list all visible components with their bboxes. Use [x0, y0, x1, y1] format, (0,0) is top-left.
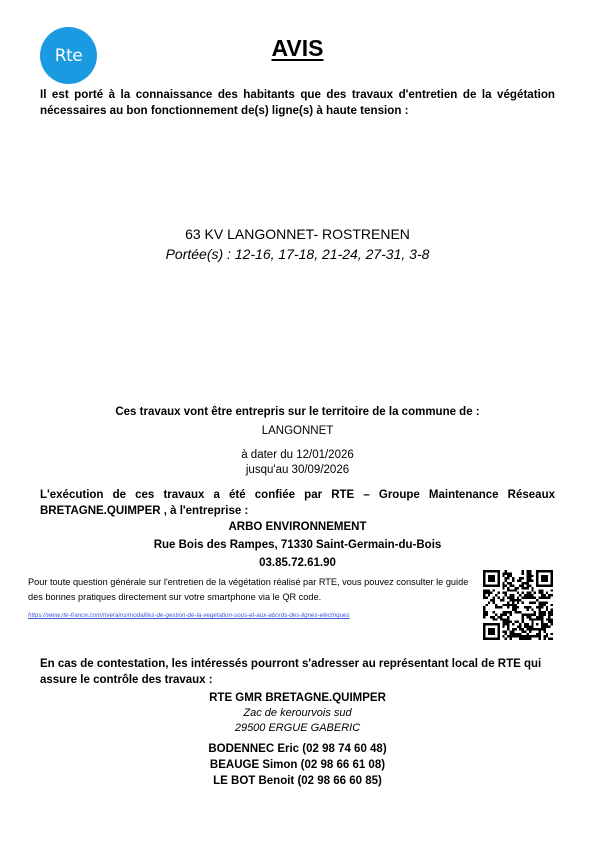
rte-logo-text: Rte — [54, 45, 83, 66]
commune-name: LANGONNET — [261, 425, 334, 437]
rte-office-city: 29500 ERGUE GABERIC — [234, 722, 361, 734]
company-address: Rue Bois des Rampes, 71330 Saint-Germain-du-Bois — [153, 539, 442, 551]
qr-code-icon[interactable] — [483, 570, 553, 640]
notice-title: AVIS — [271, 35, 324, 61]
contact-person: BEAUGE Simon (02 98 66 61 08) — [209, 759, 386, 771]
intro-paragraph: Il est porté à la connaissance des habitants que des travaux d'entretien de la végétation nécessaires au bon fonctionnement de(s) ligne(s) à haute tension : — [40, 88, 555, 117]
start-date: à dater du 12/01/2026 — [241, 449, 354, 461]
rte-office-name: RTE GMR BRETAGNE.QUIMPER — [209, 692, 386, 704]
contact-person: LE BOT Benoit (02 98 66 60 85) — [213, 775, 382, 787]
territory-label: Ces travaux vont être entrepris sur le territoire de la commune de : — [115, 406, 480, 418]
company-name: ARBO ENVIRONNEMENT — [228, 521, 367, 533]
end-date: jusqu'au 30/09/2026 — [245, 464, 350, 476]
execution-paragraph: L'exécution de ces travaux a été confiée par RTE – Groupe Maintenance Réseaux BRETAGNE.QUIMPER , à l'entreprise : — [40, 489, 555, 517]
contact-person: BODENNEC Eric (02 98 74 60 48) — [208, 743, 387, 755]
contestation-paragraph: En cas de contestation, les intéressés pourront s'adresser au représentant local de RTE qui assure le contrôle des travaux : — [40, 658, 542, 686]
guide-link[interactable]: https://www.rte-france.com/riverains/modalites-de-gestion-de-la-vegetation-sous-et-aux-abords-des-lignes-electriques — [28, 612, 350, 619]
qr-info-text: Pour toute question générale sur l'entretien de la végétation réalisé par RTE, vous pouvez consulter le guide des bonnes pratiques directement sur votre smartphone via le QR code. — [28, 577, 469, 602]
power-line-name: 63 KV LANGONNET- ROSTRENEN — [185, 226, 410, 242]
power-line-spans: Portée(s) : 12-16, 17-18, 21-24, 27-31, 3-8 — [165, 246, 430, 262]
company-phone: 03.85.72.61.90 — [259, 557, 336, 569]
rte-office-street: Zac de kerourvois sud — [243, 707, 352, 719]
